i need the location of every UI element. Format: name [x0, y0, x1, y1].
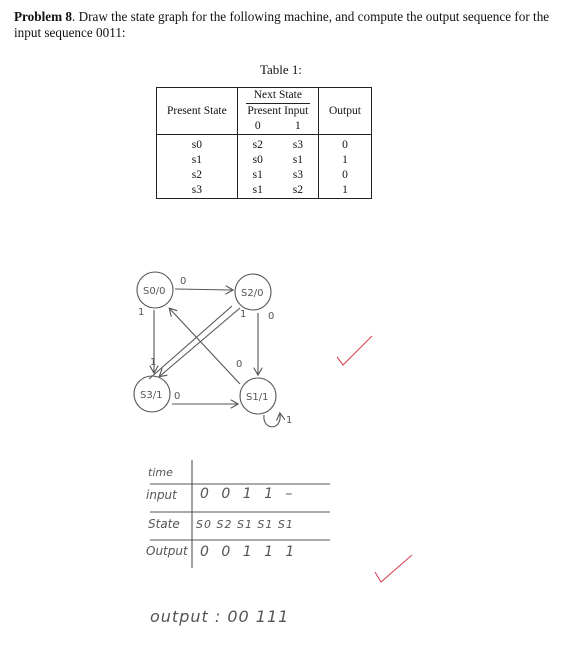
row-next1: s3	[292, 169, 304, 181]
row-next1: s2	[278, 183, 319, 199]
final-answer: output : 00 111	[150, 607, 290, 626]
edge-label: 0	[174, 391, 181, 402]
row-state: s0	[157, 135, 238, 154]
edge-label: 0	[268, 311, 275, 322]
row-output: 1	[318, 183, 371, 199]
input-values: 0 0 1 1 –	[200, 486, 297, 502]
row-next1: s1	[292, 154, 304, 166]
row-next0: s2	[237, 135, 278, 154]
problem-text: . Draw the state graph for the following machine, and compute the output sequence for the input sequence 0011:	[14, 9, 550, 40]
header-present-state: Present State	[157, 88, 238, 135]
input-label: input	[146, 488, 177, 502]
problem-label: Problem 8	[14, 9, 72, 24]
header-output: Output	[318, 88, 371, 135]
edge-s2-s3b	[149, 306, 232, 379]
row-state: s3	[157, 183, 238, 199]
output-label: Output	[146, 544, 188, 558]
row-next0: s1	[237, 183, 278, 199]
check-mark	[337, 336, 372, 365]
row-next1: s3	[278, 135, 319, 154]
row-next0: s0	[252, 154, 263, 166]
header-next-state-label: Next State	[246, 88, 310, 104]
edge-s0-s2	[175, 289, 232, 290]
edge-s2-s3	[160, 308, 243, 376]
row-next0: s1	[252, 169, 263, 181]
row-state: s2	[157, 168, 238, 183]
edge-label: 1	[286, 415, 293, 426]
edge-s1-self	[264, 414, 280, 427]
row-output: 0	[318, 135, 371, 154]
table-caption: Table 1:	[259, 62, 303, 77]
state-values: S0 S2 S1 S1 S1	[196, 518, 294, 531]
node-label: S1/1	[246, 392, 269, 403]
edge-label: 1	[138, 307, 145, 318]
check-mark	[375, 555, 412, 582]
edge-s1-s0	[170, 309, 243, 384]
edge-label: 0	[236, 359, 243, 370]
row-output: 1	[318, 153, 371, 168]
edge-label: 1	[240, 309, 247, 320]
row-output: 0	[318, 168, 371, 183]
state-label: State	[148, 517, 180, 531]
node-label: S0/0	[143, 286, 166, 297]
edge-label: 0	[180, 276, 187, 287]
header-input-1: 1	[295, 120, 301, 132]
row-state: s1	[157, 153, 238, 168]
time-label: time	[148, 466, 173, 479]
header-present-input: Present Input	[247, 105, 309, 117]
node-label: S2/0	[241, 288, 264, 299]
output-values: 0 0 1 1 1	[200, 544, 299, 560]
edge-label: 1	[150, 357, 157, 368]
header-input-0: 0	[254, 120, 261, 132]
node-label: S3/1	[140, 390, 163, 401]
